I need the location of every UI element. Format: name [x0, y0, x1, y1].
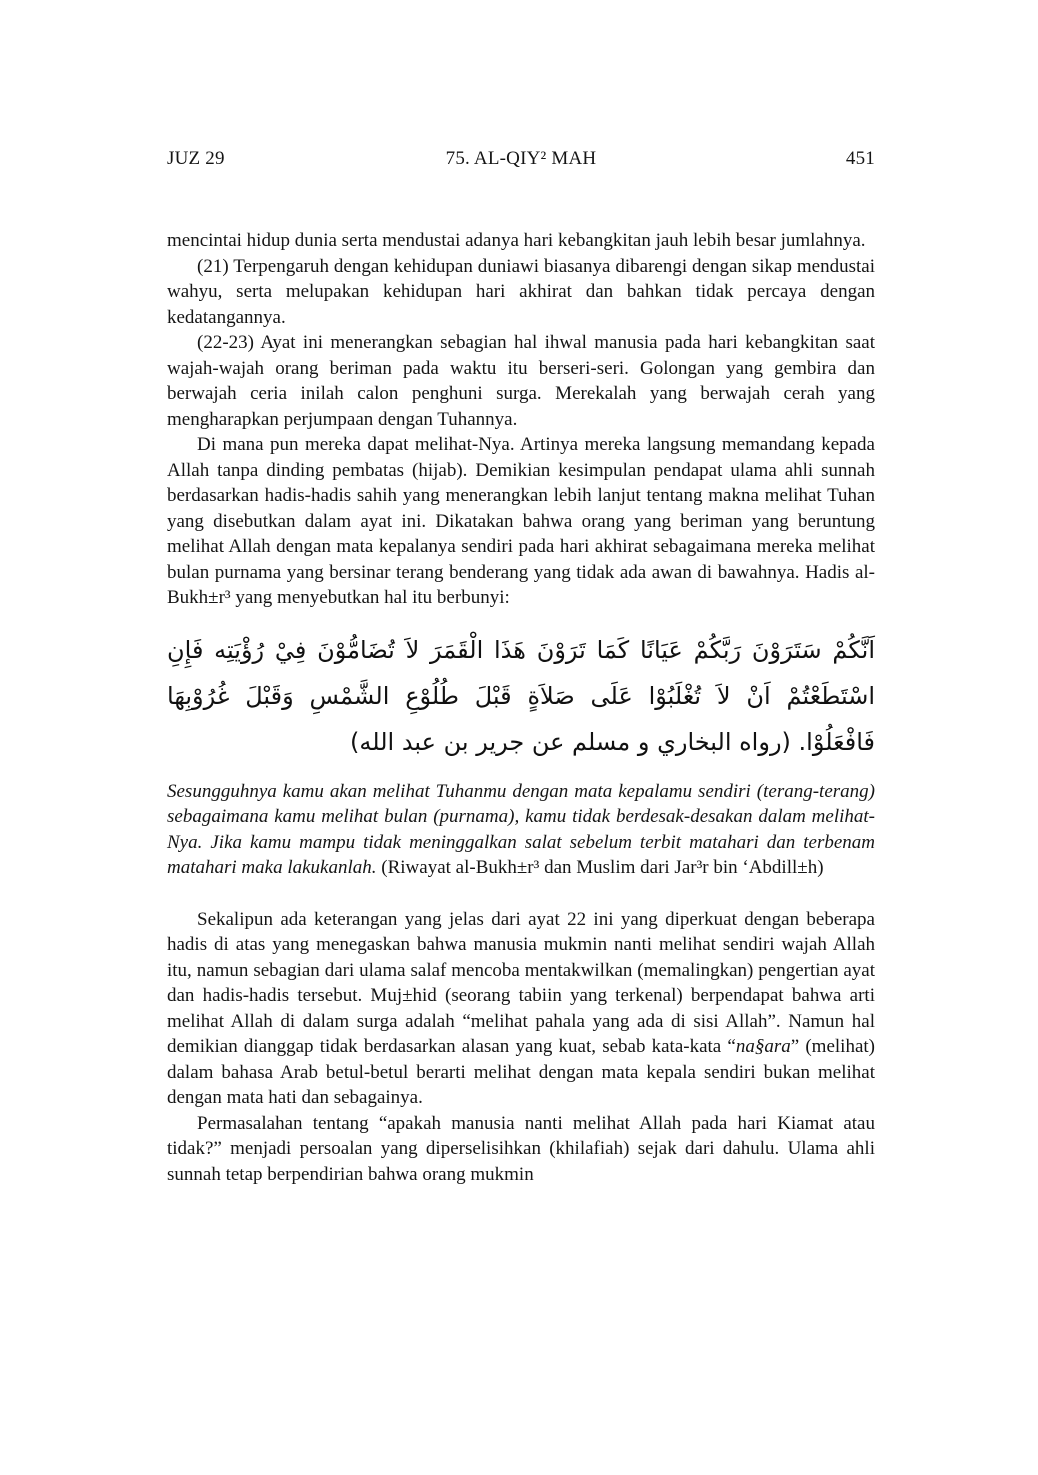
- paragraph-sekalipun: [167, 907, 875, 1111]
- paragraph-sekalipun-text-1: Sekalipun ada keterangan yang jelas dari ayat 22 ini yang diperkuat dengan beberapa hadis di atas yang menegaskan bahwa manusia mukmin nanti melihat sendiri wajah Allah itu, namun sebagian dari ulama salaf mencoba mentakwilkan (memalingkan) pengertian ayat dan hadis-hadis tersebut. Muj±hid (seorang tabiin yang terkenal) berpendapat bahwa arti melihat Allah di dalam surga adalah “melihat pahala yang ada di sisi Allah”. Namun hal demikian dianggap tidak berdasarkan alasan yang kuat, sebab kata-kata “: [167, 908, 875, 1057]
- page-body: [167, 228, 875, 1187]
- hadith-translation-source: (Riwayat al-Bukh±r³ dan Muslim dari Jar³r bin ‘Abdill±h): [376, 857, 824, 878]
- header-surah-title: 75. AL-QIY² MAH: [445, 148, 597, 169]
- arabic-hadith-quote: اَنَّكُمْ سَتَرَوْنَ رَبَّكُمْ عَيَانًا كَمَا تَرَوْنَ هَذَا الْقَمَرَ لاَ تُضَامُّوْنَ فِيْ رُؤْيَتِه فَإِنِ اسْتَطَعْتُمْ اَنْ لاَ تُغْلَبُوْا عَلَى صَلاَةٍ قَبْلَ طُلُوْعِ الشَّمْسِ وَقَبْلَ غُرُوْبِهَا فَافْعَلُوْا. (رواه البخاري و مسلم عن جرير بن عبد الله): [167, 635, 875, 756]
- paragraph-sekalipun-text-2: ” (melihat) dalam bahasa Arab betul-betul berarti melihat dengan mata kepala sendiri bukan melihat dengan mata hati dan sebagainya.: [167, 1036, 875, 1108]
- paragraph-melihat-nya: Di mana pun mereka dapat melihat-Nya. Artinya mereka langsung memandang kepada Allah tanpa dinding pembatas (hijab). Demikian kesimpulan pendapat ulama ahli sunnah berdasarkan hadis-hadis sahih yang menerangkan lebih lanjut tentang makna melihat Tuhan yang disebutkan dalam ayat ini. Dikatakan bahwa orang yang beriman yang beruntung melihat Allah dengan mata kepalanya sendiri pada hari akhirat sebagaimana mereka melihat bulan purnama yang bersinar terang benderang yang tidak ada awan di bawahnya. Hadis al-Bukh±r³ yang menyebutkan hal itu berbunyi:: [167, 434, 875, 608]
- paragraph-ayat-21: (21) Terpengaruh dengan kehidupan duniawi biasanya dibarengi dengan sikap mendustai wahyu, serta melupakan kehidupan hari akhirat dan bahkan tidak percaya dengan kedatangannya.: [167, 255, 875, 328]
- paragraph-permasalahan: Permasalahan tentang “apakah manusia nanti melihat Allah pada hari Kiamat atau tidak?” menjadi persoalan yang diperselisihkan (khilafiah) sejak dari dahulu. Ulama ahli sunnah tetap berpendirian bahwa orang mukmin: [167, 1112, 875, 1185]
- paragraph-ayat-22-23: (22-23) Ayat ini menerangkan sebagian hal ihwal manusia pada hari kebangkitan saat wajah-wajah orang beriman pada waktu itu berseri-seri. Golongan yang gembira dan berwajah ceria inilah calon penghuni surga. Merekalah yang berwajah cerah yang mengharapkan perjumpaan dengan Tuhannya.: [167, 332, 875, 430]
- paragraph-continuation: mencintai hidup dunia serta mendustai adanya hari kebangkitan jauh lebih besar jumlahnya.: [167, 230, 866, 251]
- hadith-translation-italic: Sesungguhnya kamu akan melihat Tuhanmu dengan mata kepalamu sendiri (terang-terang) sebagaimana kamu melihat bulan (purnama), kamu tidak berdesak-desakan dalam melihat-Nya. Jika kamu mampu tidak meninggalkan salat sebelum terbit matahari dan terbenam matahari maka lakukanlah.: [167, 780, 875, 878]
- hadith-translation-paragraph: [167, 779, 875, 881]
- header-page-number: 451: [845, 148, 875, 169]
- page-header: [167, 148, 875, 170]
- nazara-italic-term: na§ara: [735, 1036, 791, 1057]
- header-juz-label: JUZ 29: [167, 148, 225, 169]
